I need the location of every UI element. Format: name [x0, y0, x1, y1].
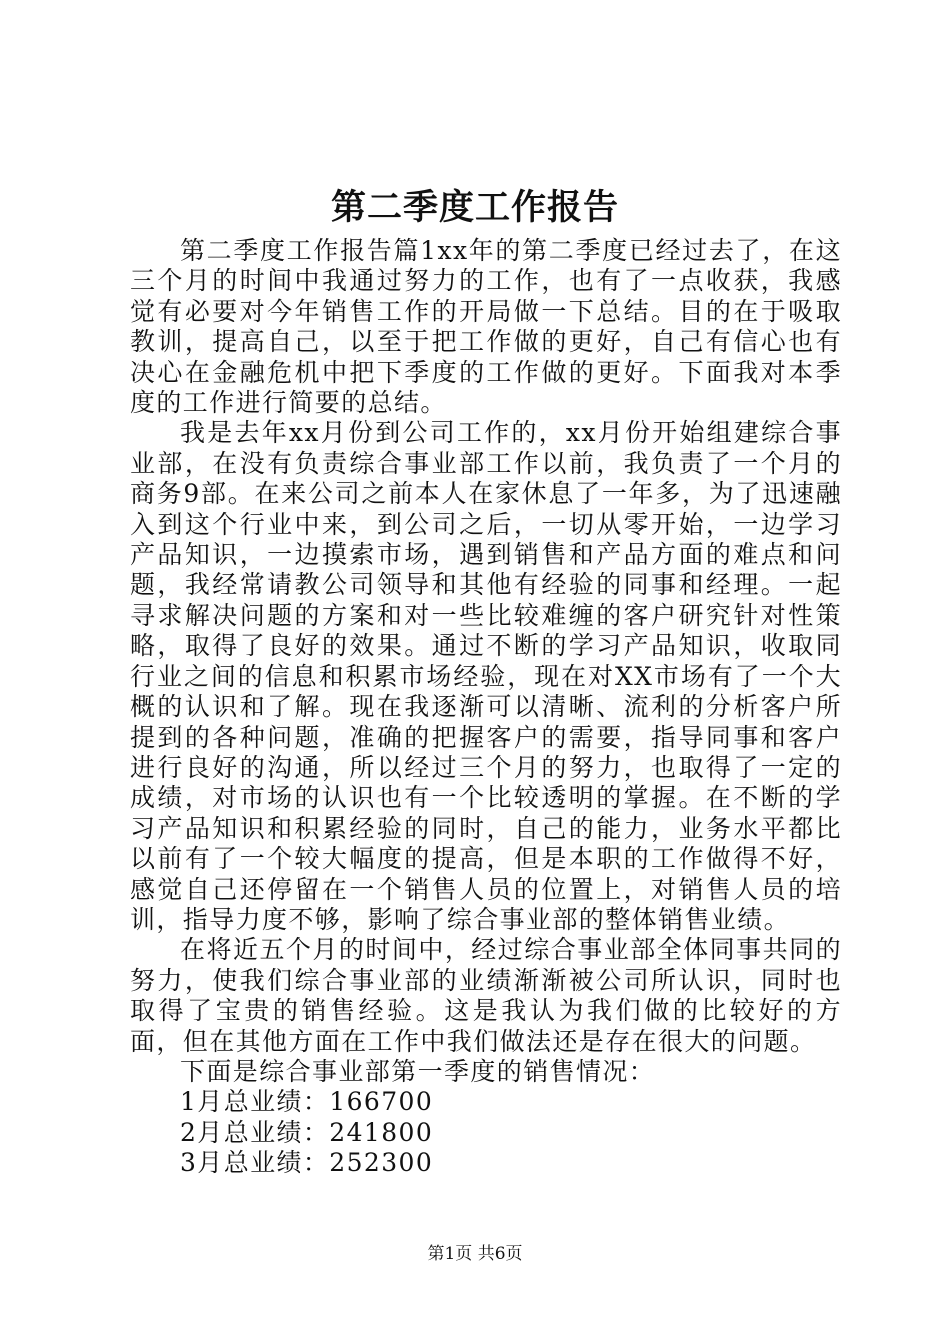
sales-line-january: 1月总业绩：166700: [180, 1087, 434, 1117]
paragraph-team-effort: 在将近五个月的时间中，经过综合事业部全体同事共同的努力，使我们综合事业部的业绩渐渐被公司所认识，同时也取得了宝贵的销售经验。这是我认为我们做的比较好的方面，但在其他方面在工作中我们做法还是存在很大的问题。: [130, 935, 842, 1056]
document-title: 第二季度工作报告: [330, 187, 619, 228]
paragraph-sales-intro: 下面是综合事业部第一季度的销售情况：: [180, 1056, 656, 1086]
page-number-footer: 第1页 共6页: [427, 1244, 523, 1264]
paragraph-intro: 第二季度工作报告篇1xx年的第二季度已经过去了，在这三个月的时间中我通过努力的工作，也有了一点收获，我感觉有必要对今年销售工作的开局做一下总结。目的在于吸取教训，提高自己，以至于把工作做的更好，自己有信心也有决心在金融危机中把下季度的工作做的更好。下面我对本季度的工作进行简要的总结。: [130, 236, 842, 418]
sales-line-march: 3月总业绩：252300: [180, 1148, 434, 1178]
document-body: [130, 236, 842, 1179]
paragraph-experience: 我是去年xx月份到公司工作的，xx月份开始组建综合事业部，在没有负责综合事业部工作以前，我负责了一个月的商务9部。在来公司之前本人在家休息了一年多，为了迅速融入到这个行业中来，到公司之后，一切从零开始，一边学习产品知识，一边摸索市场，遇到销售和产品方面的难点和问题，我经常请教公司领导和其他有经验的同事和经理。一起寻求解决问题的方案和对一些比较难缠的客户研究针对性策略，取得了良好的效果。通过不断的学习产品知识，收取同行业之间的信息和积累市场经验，现在对XX市场有了一个大概的认识和了解。现在我逐渐可以清晰、流利的分析客户所提到的各种问题，准确的把握客户的需要，指导同事和客户进行良好的沟通，所以经过三个月的努力，也取得了一定的成绩，对市场的认识也有一个比较透明的掌握。在不断的学习产品知识和积累经验的同时，自己的能力，业务水平都比以前有了一个较大幅度的提高，但是本职的工作做得不好，感觉自己还停留在一个销售人员的位置上，对销售人员的培训，指导力度不够，影响了综合事业部的整体销售业绩。: [130, 418, 842, 934]
sales-line-february: 2月总业绩：241800: [180, 1117, 434, 1147]
